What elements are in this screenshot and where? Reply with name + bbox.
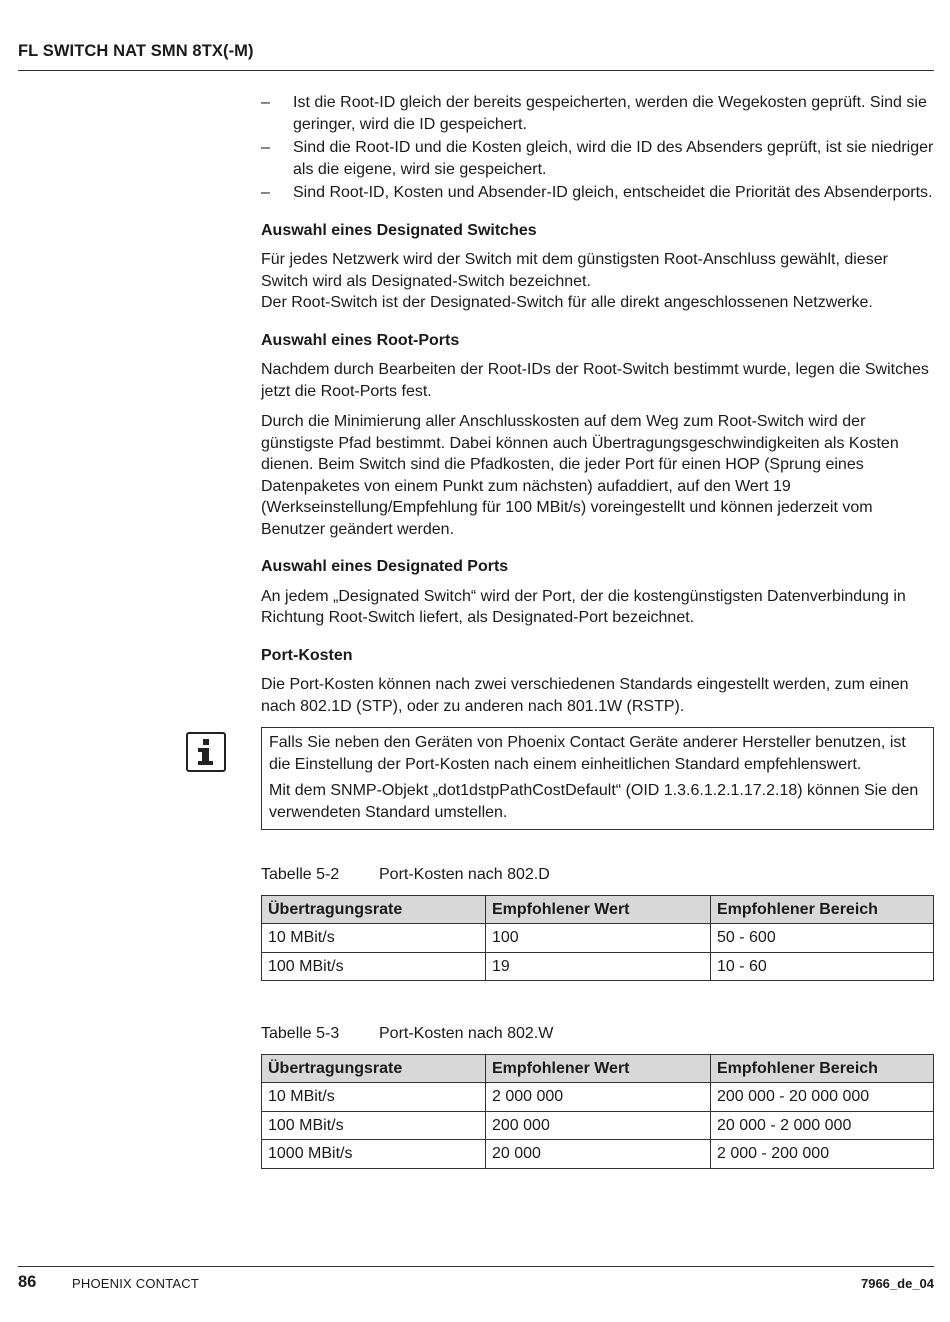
section-heading: Auswahl eines Root-Ports [261, 331, 460, 349]
table-caption [261, 1023, 934, 1045]
table-row [262, 1140, 934, 1169]
footer-doc-id: 7966_de_04 [860, 1276, 934, 1291]
table-row [262, 952, 934, 981]
section-designated-switch [261, 220, 934, 314]
table-cell: 200 000 - 20 000 000 [711, 1083, 934, 1112]
column-header: Empfohlener Wert [486, 1054, 711, 1083]
paragraph: Der Root-Switch ist der Designated-Switch für alle direkt angeschlossenen Netzwerke. [261, 294, 873, 311]
section-heading: Port-Kosten [261, 646, 353, 664]
section-root-ports [261, 330, 934, 541]
bullet-text: Sind Root-ID, Kosten und Absender-ID gleich, entscheidet die Priorität des Absenderports. [293, 184, 933, 201]
port-costs-table-802w [261, 1054, 934, 1169]
paragraph: Nachdem durch Bearbeiten der Root-IDs der Root-Switch bestimmt wurde, legen die Switches jetzt die Root-Ports fest. [261, 361, 929, 400]
table-cell: 1000 MBit/s [262, 1140, 486, 1169]
column-header: Empfohlener Bereich [711, 895, 934, 924]
paragraph: Die Port-Kosten können nach zwei verschiedenen Standards eingestellt werden, zum einen nach 802.1D (STP), oder zu anderen nach 801.1W (RSTP). [261, 676, 909, 715]
table-row [262, 1111, 934, 1140]
section-heading: Auswahl eines Designated Ports [261, 558, 509, 575]
table-cell: 10 MBit/s [262, 1083, 486, 1112]
table-cell: 2 000 - 200 000 [711, 1140, 934, 1169]
bullet-list [261, 92, 934, 204]
table-cell: 50 - 600 [711, 924, 934, 953]
column-header: Empfohlener Wert [486, 895, 711, 924]
column-header: Übertragungsrate [262, 1054, 486, 1083]
header-divider [18, 70, 934, 71]
paragraph: An jedem „Designated Switch“ wird der Port, der die kostengünstigsten Datenverbindung in Richtung Root-Switch liefert, als Designated-Port bezeichnet. [261, 587, 906, 626]
table-cell: 10 - 60 [711, 952, 934, 981]
port-costs-table-802d [261, 895, 934, 982]
list-item [261, 92, 934, 135]
page-header-title: FL SWITCH NAT SMN 8TX(-M) [18, 42, 254, 60]
table-cell: 19 [486, 952, 711, 981]
list-item [261, 182, 934, 204]
list-item [261, 137, 934, 180]
main-content [261, 92, 934, 1169]
section-heading: Auswahl eines Designated Switches [261, 221, 537, 239]
table-caption [261, 864, 934, 886]
table-cell: 100 MBit/s [262, 1111, 486, 1140]
table-cell: 100 MBit/s [262, 952, 486, 981]
table-cell: 20 000 [486, 1140, 711, 1169]
bullet-dash: – [261, 94, 270, 111]
note-text: Mit dem SNMP-Objekt „dot1dstpPathCostDefault“ (OID 1.3.6.1.2.1.17.2.18) können Sie den verwendeten Standard umstellen. [269, 782, 919, 821]
table-cell: 2 000 000 [486, 1083, 711, 1112]
column-header: Empfohlener Bereich [711, 1054, 934, 1083]
table-header-row [262, 1054, 934, 1083]
column-header: Übertragungsrate [262, 895, 486, 924]
table-cell: 20 000 - 2 000 000 [711, 1111, 934, 1140]
paragraph: Für jedes Netzwerk wird der Switch mit dem günstigsten Root-Anschluss gewählt, dieser Switch wird als Designated-Switch bezeichnet. [261, 251, 888, 290]
table-cell: 100 [486, 924, 711, 953]
note-text: Falls Sie neben den Geräten von Phoenix Contact Geräte anderer Hersteller benutzen, ist die Einstellung der Port-Kosten nach einem einheitlichen Standard empfehlenswert. [269, 734, 906, 773]
footer-company: PHOENIX CONTACT [72, 1276, 199, 1291]
table-cell: 200 000 [486, 1111, 711, 1140]
table-row [262, 924, 934, 953]
table-cell: 10 MBit/s [262, 924, 486, 953]
section-port-costs [261, 645, 934, 718]
info-icon [186, 732, 226, 772]
bullet-dash: – [261, 184, 270, 201]
page-number: 86 [18, 1273, 37, 1291]
table-title: Port-Kosten nach 802.D [379, 866, 550, 883]
table-title: Port-Kosten nach 802.W [379, 1025, 554, 1042]
paragraph: Durch die Minimierung aller Anschlusskosten auf dem Weg zum Root-Switch wird der günstigste Pfad bestimmt. Dabei können auch Übertragungsgeschwindigkeiten als Kosten dienen. Beim Switch sind die Pfadkosten, die jeder Port für einen HOP (Sprung eines Datenpaketes von einem Punkt zum nächsten) aufaddiert, auf den Wert 19 (Werkseinstellung/Empfehlung für 100 MBit/s) voreingestellt und können jederzeit vom Benutzer geändert werden. [261, 413, 899, 538]
table-number: Tabelle 5-2 [261, 866, 340, 883]
info-note-box [261, 727, 934, 830]
table-header-row [262, 895, 934, 924]
section-designated-ports [261, 556, 934, 629]
bullet-dash: – [261, 139, 270, 156]
bullet-text: Ist die Root-ID gleich der bereits gespeicherten, werden die Wegekosten geprüft. Sind sie geringer, wird die ID gespeichert. [293, 94, 927, 133]
bullet-text: Sind die Root-ID und die Kosten gleich, wird die ID des Absenders geprüft, ist sie niedriger als die eigene, wird sie gespeichert. [293, 139, 934, 178]
table-row [262, 1083, 934, 1112]
table-number: Tabelle 5-3 [261, 1025, 340, 1042]
footer-divider [18, 1266, 934, 1267]
